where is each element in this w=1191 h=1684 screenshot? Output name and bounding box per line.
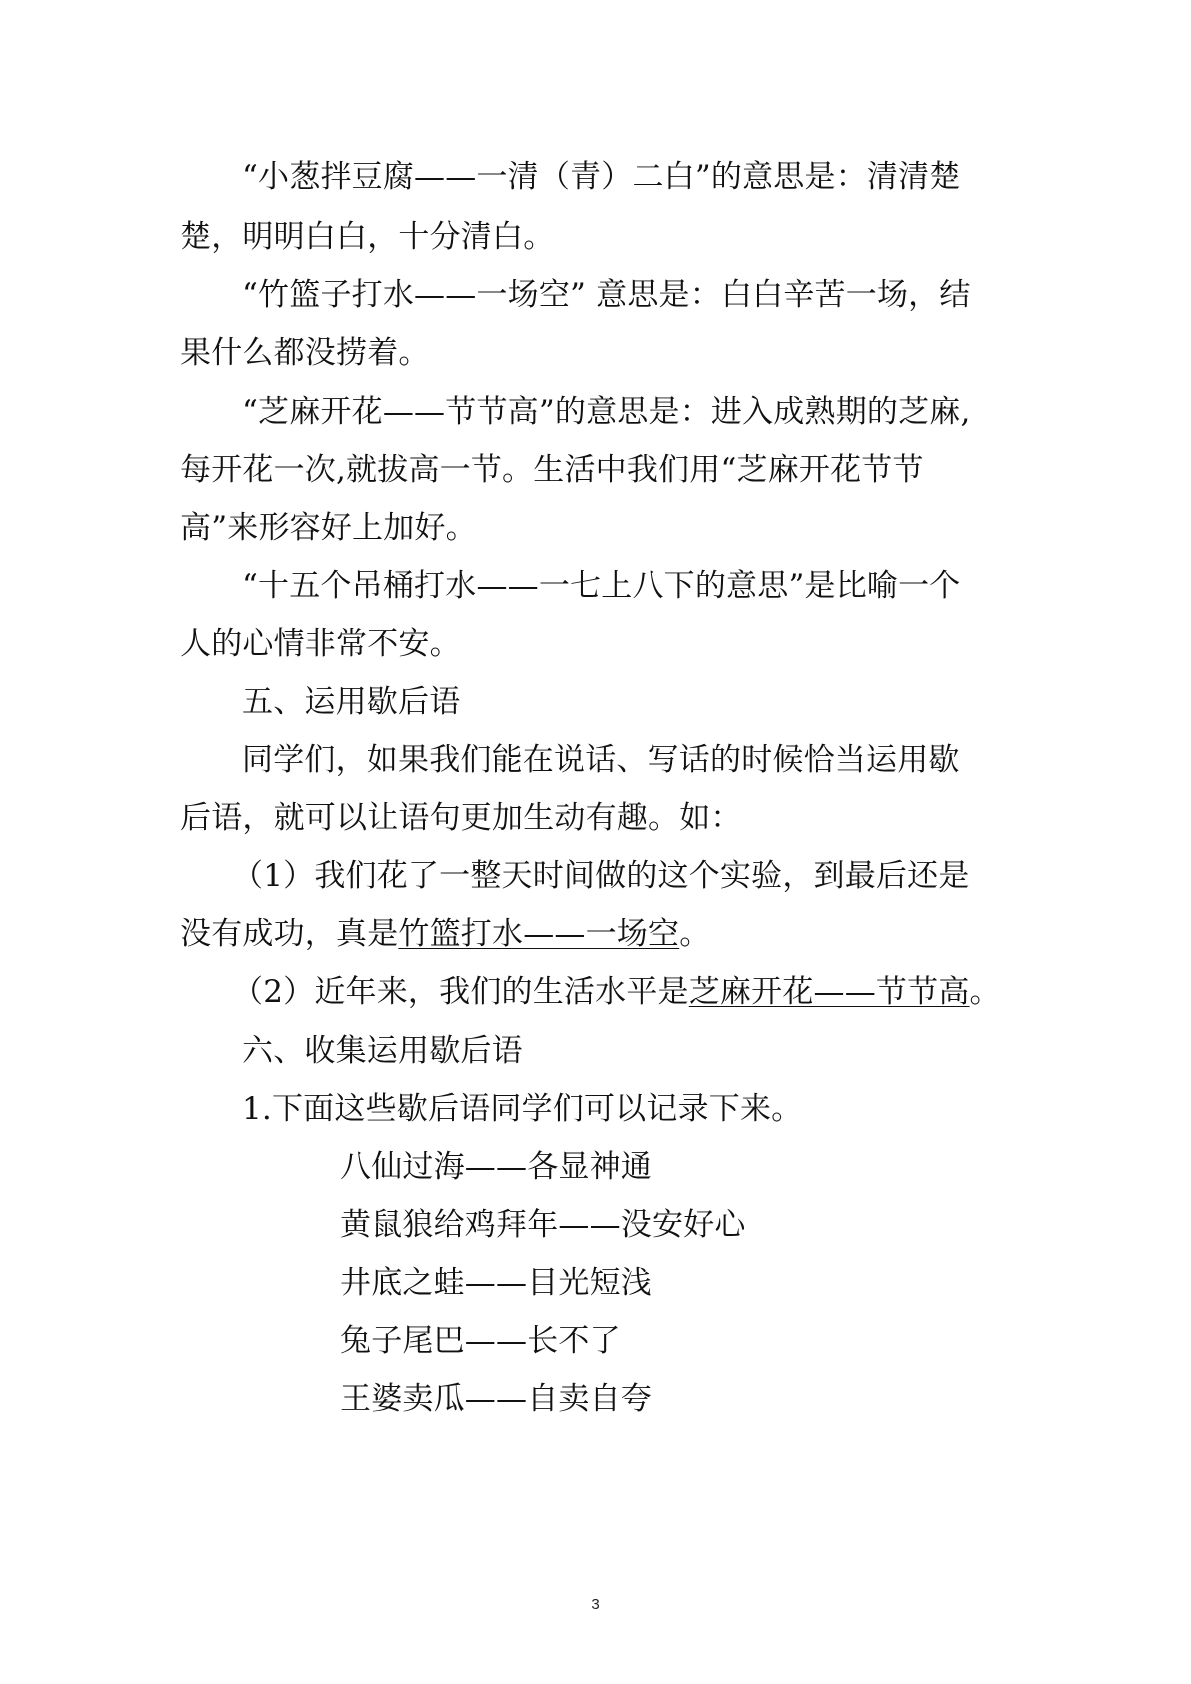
example-text: （2）近年来，我们的生活水平是 bbox=[232, 974, 689, 1010]
list-intro: 1.下面这些歇后语同学们可以记录下来。 bbox=[242, 1091, 803, 1127]
paragraph-line: 每开花一次,就拔高一节。生活中我们用“芝麻开花节节 bbox=[180, 452, 924, 488]
paragraph-line: “竹篮子打水——一场空” 意思是：白白辛苦一场，结 bbox=[242, 277, 971, 313]
section-heading: 六、收集运用歇后语 bbox=[242, 1033, 523, 1069]
underlined-saying: 竹篮打水——一场空 bbox=[398, 916, 680, 952]
saying-item: 兔子尾巴——长不了 bbox=[340, 1323, 621, 1359]
example-line: （1）我们花了一整天时间做的这个实验，到最后还是 bbox=[232, 858, 970, 894]
paragraph-line: 楚，明明白白，十分清白。 bbox=[180, 219, 555, 255]
saying-item: 井底之蛙——目光短浅 bbox=[340, 1265, 652, 1301]
underlined-saying: 芝麻开花——节节高 bbox=[688, 974, 970, 1010]
section-heading: 五、运用歇后语 bbox=[242, 684, 461, 720]
example-text: 。 bbox=[969, 974, 1001, 1010]
paragraph-line: “小葱拌豆腐——一清（青）二白”的意思是：清清楚 bbox=[242, 159, 961, 195]
example-line bbox=[232, 972, 1001, 1012]
paragraph-line: 人的心情非常不安。 bbox=[180, 626, 461, 662]
paragraph-line: 同学们，如果我们能在说话、写话的时候恰当运用歇 bbox=[242, 742, 960, 778]
paragraph-line: 后语，就可以让语句更加生动有趣。如： bbox=[180, 800, 742, 836]
example-text: 。 bbox=[679, 916, 711, 952]
example-line bbox=[180, 914, 710, 954]
example-text: 没有成功，真是 bbox=[180, 916, 399, 952]
saying-item: 黄鼠狼给鸡拜年——没安好心 bbox=[340, 1207, 746, 1243]
paragraph-line: “芝麻开花——节节高”的意思是：进入成熟期的芝麻, bbox=[242, 394, 971, 430]
paragraph-line: “十五个吊桶打水——一七上八下的意思”是比喻一个 bbox=[242, 568, 961, 604]
page-number: 3 bbox=[591, 1596, 600, 1613]
saying-item: 王婆卖瓜——自卖自夸 bbox=[340, 1381, 652, 1417]
paragraph-line: 果什么都没捞着。 bbox=[180, 335, 430, 371]
paragraph-line: 高”来形容好上加好。 bbox=[180, 510, 477, 546]
saying-item: 八仙过海——各显神通 bbox=[340, 1149, 652, 1185]
